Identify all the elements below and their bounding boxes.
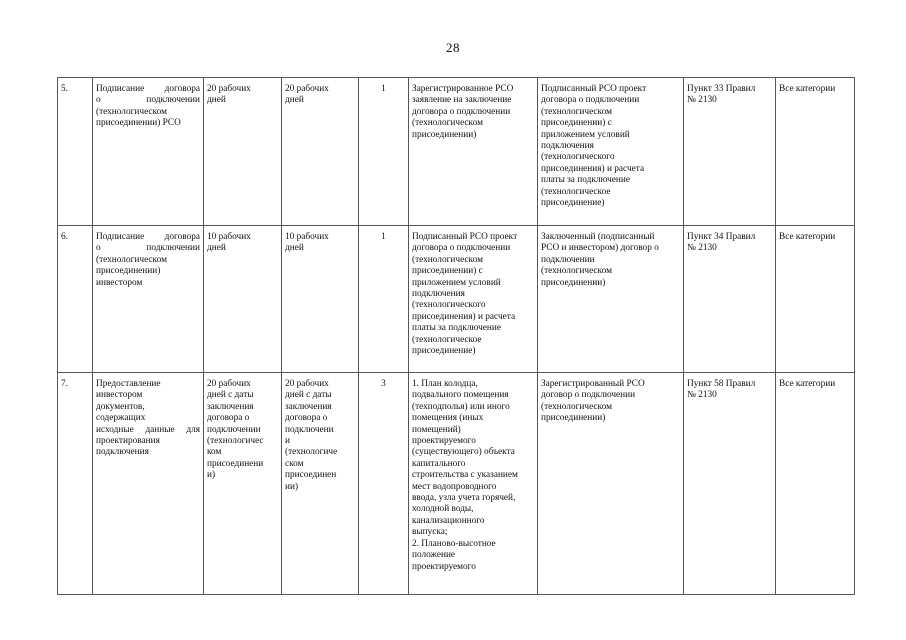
input-document-cell-line: проектируемого bbox=[412, 561, 476, 572]
term-cell-line: 20 рабочих bbox=[207, 379, 251, 389]
document-count-cell bbox=[359, 78, 409, 226]
result-document-cell-line: (технологическом bbox=[541, 106, 612, 117]
term-cell-line: договора о bbox=[207, 413, 250, 424]
term-alt-cell-line: (технологиче bbox=[285, 447, 338, 458]
input-document-cell-line: 1. План колодца, bbox=[412, 379, 478, 389]
term-cell-line: 20 рабочих bbox=[207, 84, 251, 94]
input-document-cell-line: капитального bbox=[412, 458, 466, 469]
term-alt-cell-line: дней bbox=[285, 95, 304, 106]
document-count-cell-text: 3 bbox=[381, 379, 386, 389]
result-document-cell-line: присоединении) bbox=[541, 277, 606, 288]
term-cell-line: дней bbox=[207, 95, 226, 106]
row-number-cell bbox=[58, 78, 93, 226]
input-document-cell bbox=[409, 373, 538, 595]
action-name-cell-line: исходные данные для bbox=[96, 424, 200, 435]
input-document-cell-line: холодной воды, bbox=[412, 504, 474, 515]
term-cell-line: ком bbox=[207, 447, 222, 458]
action-name-cell-line: инвестором bbox=[96, 390, 143, 401]
term-cell-line: (технологичес bbox=[207, 436, 264, 447]
action-name-cell-line: инвестором bbox=[96, 277, 143, 288]
legal-basis-cell-line: Пункт 34 Правил bbox=[687, 232, 756, 242]
term-alt-cell-line: 20 рабочих bbox=[285, 84, 329, 94]
legal-basis-cell-line: № 2130 bbox=[687, 95, 717, 106]
term-alt-cell-line: ском bbox=[285, 458, 304, 469]
action-name-cell-line: (технологическом bbox=[96, 254, 167, 265]
term-alt-cell-line: подключени bbox=[285, 424, 334, 435]
result-document-cell-line: подключения bbox=[541, 141, 594, 152]
input-document-cell-line: ввода, узла учета горячей, bbox=[412, 493, 516, 504]
input-document-cell-line: (технологического bbox=[412, 300, 486, 311]
term-alt-cell-line: и bbox=[285, 436, 290, 447]
input-document-cell-line: присоединении) с bbox=[412, 266, 483, 277]
input-document-cell-line: присоединение) bbox=[412, 346, 476, 357]
row-number-cell-text: 6. bbox=[61, 232, 68, 242]
document-count-cell-text: 1 bbox=[381, 232, 386, 242]
term-cell-line: и) bbox=[207, 470, 216, 481]
term-alt-cell bbox=[282, 226, 359, 373]
term-cell bbox=[204, 78, 282, 226]
row-number-cell bbox=[58, 373, 93, 595]
input-document-cell-line: проектируемого bbox=[412, 436, 476, 447]
term-cell bbox=[204, 373, 282, 595]
table-row bbox=[58, 373, 855, 595]
row-number-cell-text: 7. bbox=[61, 379, 68, 389]
input-document-cell-line: Подписанный РСО проект bbox=[412, 232, 518, 242]
result-document-cell bbox=[538, 78, 684, 226]
term-cell-line: подключении bbox=[207, 424, 261, 435]
action-name-cell-line: подключения bbox=[96, 447, 149, 458]
legal-basis-cell bbox=[684, 373, 776, 595]
result-document-cell-line: (технологическом bbox=[541, 401, 612, 412]
action-name-cell-line: о подключении bbox=[96, 243, 200, 254]
term-alt-cell-line: 20 рабочих bbox=[285, 379, 329, 389]
legal-basis-cell-line: Пункт 58 Правил bbox=[687, 379, 756, 389]
row-number-cell-text: 5. bbox=[61, 84, 68, 94]
input-document-cell-line: (технологическом bbox=[412, 254, 483, 265]
action-name-cell-line: Подписание договора bbox=[96, 232, 200, 242]
result-document-cell-line: Подписанный РСО проект bbox=[541, 84, 647, 94]
term-cell-line: присоединени bbox=[207, 458, 264, 469]
legal-basis-cell-line: № 2130 bbox=[687, 390, 717, 401]
category-cell bbox=[776, 78, 855, 226]
result-document-cell-line: (технологическом bbox=[541, 266, 612, 277]
document-count-cell bbox=[359, 373, 409, 595]
input-document-cell-line: подвального помещения bbox=[412, 390, 509, 401]
result-document-cell bbox=[538, 226, 684, 373]
term-cell-line: дней bbox=[207, 243, 226, 254]
input-document-cell-line: подключения bbox=[412, 289, 465, 300]
input-document-cell-line: Зарегистрированное РСО bbox=[412, 84, 514, 94]
term-alt-cell-line: дней bbox=[285, 243, 304, 254]
legal-basis-cell-line: № 2130 bbox=[687, 243, 717, 254]
action-name-cell-line: (технологическом bbox=[96, 106, 167, 117]
action-name-cell bbox=[93, 226, 204, 373]
input-document-cell-line: заявление на заключение bbox=[412, 95, 512, 106]
category-cell bbox=[776, 226, 855, 373]
term-cell-line: 10 рабочих bbox=[207, 232, 251, 242]
input-document-cell-line: договора о подключении bbox=[412, 243, 511, 254]
action-name-cell-line: присоединении) bbox=[96, 266, 161, 277]
term-alt-cell bbox=[282, 78, 359, 226]
result-document-cell-line: присоединения) и расчета bbox=[541, 163, 645, 174]
term-alt-cell-line: договора о bbox=[285, 413, 328, 424]
result-document-cell-line: РСО и инвестором) договор о bbox=[541, 243, 659, 254]
row-number-cell bbox=[58, 226, 93, 373]
action-name-cell-line: Подписание договора bbox=[96, 84, 200, 94]
input-document-cell-line: помещения (иных bbox=[412, 413, 484, 424]
input-document-cell-line: строительства с указанием bbox=[412, 470, 518, 481]
input-document-cell bbox=[409, 78, 538, 226]
page-number: 28 bbox=[446, 40, 460, 55]
input-document-cell-line: положение bbox=[412, 550, 456, 561]
action-name-cell-line: присоединении) РСО bbox=[96, 118, 181, 129]
result-document-cell-line: договор о подключении bbox=[541, 390, 636, 401]
result-document-cell-line: присоединении) с bbox=[541, 118, 612, 129]
action-name-cell-line: о подключении bbox=[96, 95, 200, 106]
input-document-cell-line: (техподполья) или иного bbox=[412, 401, 510, 412]
legal-basis-cell bbox=[684, 78, 776, 226]
action-name-cell-line: проектирования bbox=[96, 436, 160, 447]
input-document-cell-line: (технологическое bbox=[412, 334, 482, 345]
term-alt-cell-line: присоединен bbox=[285, 470, 337, 481]
input-document-cell-line: выпуска; bbox=[412, 527, 448, 538]
result-document-cell-line: (технологического bbox=[541, 152, 615, 163]
input-document-cell-line: канализационного bbox=[412, 515, 485, 526]
action-name-cell bbox=[93, 78, 204, 226]
table-row bbox=[58, 78, 855, 226]
result-document-cell-line: подключении bbox=[541, 254, 595, 265]
action-name-cell-line: содержащих bbox=[96, 413, 146, 424]
result-document-cell-line: Заключенный (подписанный bbox=[541, 232, 655, 242]
input-document-cell-line: мест водопроводного bbox=[412, 481, 497, 492]
result-document-cell-line: присоединение) bbox=[541, 198, 605, 209]
procedure-table bbox=[57, 77, 855, 595]
term-cell-line: дней с даты bbox=[207, 390, 254, 401]
input-document-cell-line: (существующего) объекта bbox=[412, 447, 515, 458]
input-document-cell-line: договора о подключении bbox=[412, 106, 511, 117]
result-document-cell-line: приложением условий bbox=[541, 129, 630, 140]
action-name-cell-line: документов, bbox=[96, 401, 145, 412]
document-count-cell-text: 1 bbox=[381, 84, 386, 94]
document-count-cell bbox=[359, 226, 409, 373]
category-cell bbox=[776, 373, 855, 595]
input-document-cell bbox=[409, 226, 538, 373]
result-document-cell-line: Зарегистрированный РСО bbox=[541, 379, 645, 389]
table-row bbox=[58, 226, 855, 373]
term-alt-cell-line: заключения bbox=[285, 401, 332, 412]
category-cell-text: Все категории bbox=[779, 232, 836, 242]
input-document-cell-line: присоединения) и расчета bbox=[412, 311, 516, 322]
input-document-cell-line: помещений) bbox=[412, 424, 461, 435]
category-cell-text: Все категории bbox=[779, 84, 836, 94]
category-cell-text: Все категории bbox=[779, 379, 836, 389]
result-document-cell-line: платы за подключение bbox=[541, 175, 630, 186]
term-alt-cell bbox=[282, 373, 359, 595]
legal-basis-cell bbox=[684, 226, 776, 373]
term-alt-cell-line: ии) bbox=[285, 481, 299, 492]
result-document-cell-line: присоединении) bbox=[541, 413, 606, 424]
input-document-cell-line: приложением условий bbox=[412, 277, 501, 288]
action-name-cell-line: Предоставление bbox=[96, 379, 161, 389]
input-document-cell-line: присоединении) bbox=[412, 129, 477, 140]
result-document-cell-line: договора о подключении bbox=[541, 95, 640, 106]
result-document-cell-line: (технологическое bbox=[541, 186, 611, 197]
input-document-cell-line: платы за подключение bbox=[412, 323, 501, 334]
term-alt-cell-line: дней с даты bbox=[285, 390, 332, 401]
term-cell-line: заключения bbox=[207, 401, 254, 412]
term-cell bbox=[204, 226, 282, 373]
legal-basis-cell-line: Пункт 33 Правил bbox=[687, 84, 756, 94]
input-document-cell-line: 2. Планово-высотное bbox=[412, 538, 496, 549]
input-document-cell-line: (технологическом bbox=[412, 118, 483, 129]
term-alt-cell-line: 10 рабочих bbox=[285, 232, 329, 242]
action-name-cell bbox=[93, 373, 204, 595]
result-document-cell bbox=[538, 373, 684, 595]
